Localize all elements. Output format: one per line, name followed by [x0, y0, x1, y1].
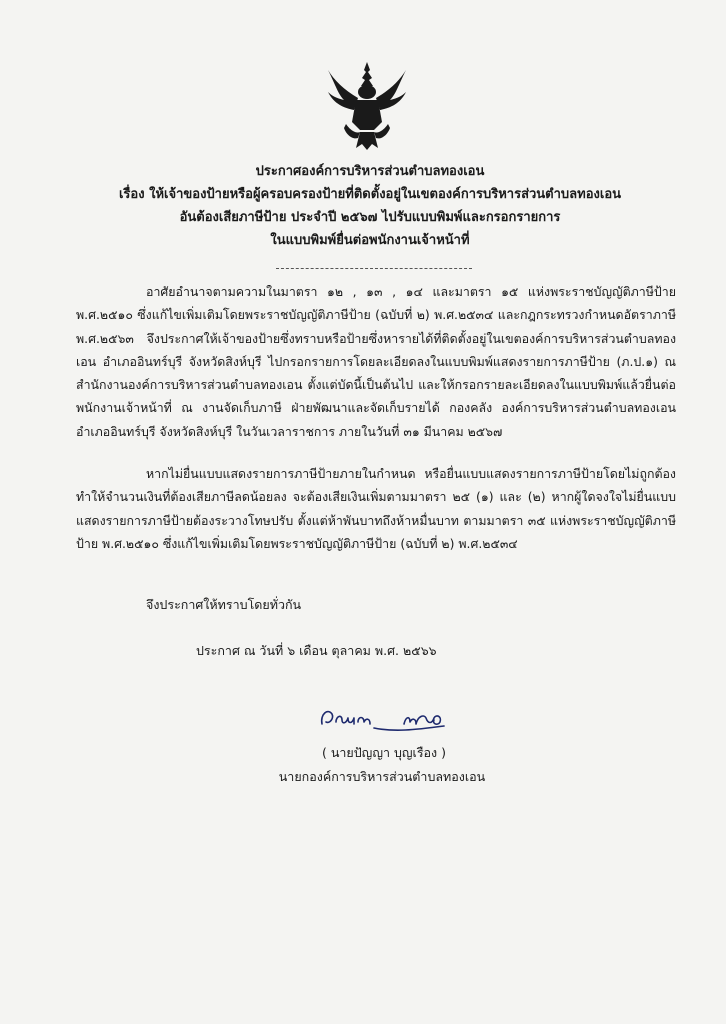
- closing-statement: จึงประกาศให้ทราบโดยทั่วกัน: [146, 597, 302, 612]
- garuda-emblem-icon: [326, 60, 408, 152]
- paragraph-text: หากไม่ยื่นแบบแสดงรายการภาษีป้ายภายในกำหนด หรือยื่นแบบแสดงรายการภาษีป้ายโดยไม่ถูกต้อง ทำให้จำนวนเงินที่ต้องเสียภาษีลดน้อยลง จะต้องเสียเงินเพิ่มตามมาตรา ๒๕ (๑) และ (๒) หากผู้ใดจงใจไม่ยื่นแบบแสดงรายการภาษีป้ายต้องระวางโทษปรับ ตั้งแต่ห้าพันบาทถึงห้าหมื่นบาท ตามมาตรา ๓๕ แห่งพระราชบัญญัติภาษีป้าย พ.ศ.๒๕๑๐ ซึ่งแก้ไขเพิ่มเติมโดยพระราชบัญญัติภาษีป้าย (ฉบับที่ ๒) พ.ศ.๒๕๓๔: [76, 466, 676, 551]
- signer-name: ( นายปัญญา บุญเรือง ): [322, 745, 446, 760]
- body-paragraph-1: [76, 280, 676, 443]
- body-paragraph-2: [76, 462, 676, 555]
- signer-title: นายกองค์การบริหารส่วนตำบลทองเอน: [278, 769, 486, 784]
- divider: [276, 268, 472, 269]
- subject-line-continued: อันต้องเสียภาษีป้าย ประจำปี ๒๕๖๗ ไปรับแบบพิมพ์และกรอกรายการ: [179, 210, 561, 225]
- paragraph-text: อาศัยอำนาจตามความในมาตรา ๑๒ , ๑๓ , ๑๔ และมาตรา ๑๕ แห่งพระราชบัญญัติภาษีป้าย พ.ศ.๒๕๑๐ ซึ่งแก้ไขเพิ่มเติมโดยพระราชบัญญัติภาษีป้าย (ฉบับที่ ๒) พ.ศ.๒๕๓๔ และกฎกระทรวงกำหนดอัตราภาษี พ.ศ.๒๕๖๓ จึงประกาศให้เจ้าของป้ายซึ่งทราบหรือป้ายซึ่งหารายได้ที่ติดตั้งอยู่ในเขตองค์การบริหารส่วนตำบลทองเอน อำเภออินทร์บุรี จังหวัดสิงห์บุรี ไปกรอกรายการโดยละเอียดลงในแบบพิมพ์แสดงรายการภาษีป้าย (ภ.ป.๑) ณ สำนักงานองค์การบริหารส่วนตำบลทองเอน ตั้งแต่บัดนี้เป็นต้นไป และให้กรอกรายละเอียดลงในแบบพิมพ์แล้วยื่นต่อพนักงานเจ้าหน้าที่ ณ งานจัดเก็บภาษี ฝ่ายพัฒนาและจัดเก็บรายได้ กองคลัง องค์การบริหารส่วนตำบลทองเอน อำเภออินทร์บุรี จังหวัดสิงห์บุรี ในวันเวลาราชการ ภายในวันที่ ๓๑ มีนาคม ๒๕๖๗: [76, 284, 676, 439]
- announcement-title: ประกาศองค์การบริหารส่วนตำบลทองเอน: [255, 164, 485, 179]
- announcement-date: ประกาศ ณ วันที่ ๖ เดือน ตุลาคม พ.ศ. ๒๕๖๖: [196, 643, 437, 658]
- subject-line: เรื่อง ให้เจ้าของป้ายหรือผู้ครอบครองป้ายที่ติดตั้งอยู่ในเขตองค์การบริหารส่วนตำบลทองเอน: [118, 187, 622, 202]
- subject-line-end: ในแบบพิมพ์ยื่นต่อพนักงานเจ้าหน้าที่: [270, 233, 470, 248]
- handwritten-signature: [314, 698, 464, 736]
